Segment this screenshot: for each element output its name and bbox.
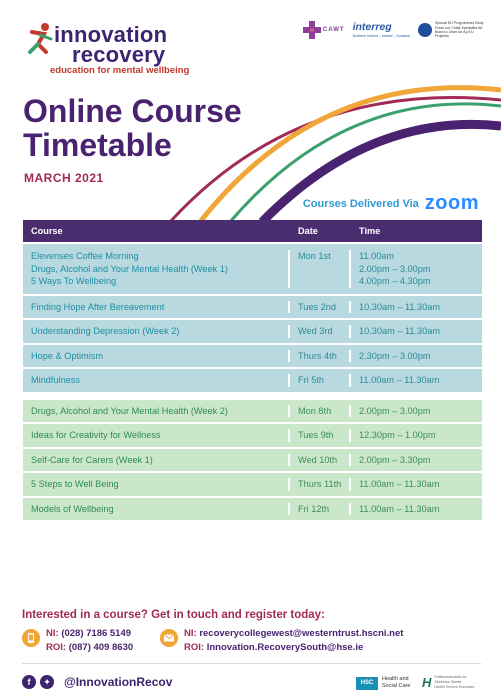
social-links: [22, 675, 172, 689]
hse-text-2: Health Service Executive: [434, 685, 475, 689]
cell-course: [23, 301, 290, 314]
cell-date: Tues 9th: [290, 429, 351, 442]
cell-date: Mon 1st: [290, 250, 351, 288]
cell-course: [23, 350, 290, 363]
phone-icon: [22, 629, 40, 647]
social-handle[interactable]: @InnovationRecov: [64, 675, 173, 689]
course-name: 5 Steps to Well Being: [31, 479, 119, 489]
course-time: 2.30pm – 3.00pm: [359, 350, 431, 361]
cell-date: Fri 5th: [290, 374, 351, 387]
brand-tagline: education for mental wellbeing: [50, 65, 190, 76]
course-time: 2.00pm – 3.00pm: [359, 263, 431, 274]
zoom-logo: zoom: [424, 192, 479, 214]
email-contact: [160, 627, 403, 655]
cell-course: [23, 250, 290, 288]
course-time: 2.00pm – 3.00pm: [359, 405, 431, 416]
table-row: [23, 471, 482, 496]
cell-date: Fri 12th: [290, 503, 351, 516]
seupb-logo: [418, 21, 487, 39]
eu-emblem-icon: [418, 23, 432, 37]
partner-logos: [303, 16, 487, 44]
facebook-icon[interactable]: f: [22, 675, 36, 689]
phone-ni-label: NI:: [46, 628, 59, 639]
delivery-info: [303, 192, 479, 215]
course-time: 10.30am – 11.30am: [359, 301, 441, 312]
cell-time: [351, 454, 482, 467]
course-time: 4.00pm – 4.30pm: [359, 276, 431, 286]
cawt-cross-icon: [303, 21, 321, 39]
hse-mark-icon: H: [422, 675, 432, 690]
cell-time: [351, 478, 482, 491]
hse-logo: [422, 675, 480, 690]
cell-time: [351, 350, 482, 363]
eu-line-3: Boord o Owre Ae Ap EU Projecks: [435, 30, 474, 39]
cell-course: [23, 503, 290, 516]
cell-date: Thurs 4th: [290, 350, 351, 363]
cell-time: [351, 325, 482, 338]
course-time: 11.00am – 11.30am: [359, 375, 440, 385]
table-row: [23, 294, 482, 319]
course-name: Ideas for Creativity for Wellness: [31, 430, 161, 440]
cell-time: [351, 405, 482, 418]
header-date: Date: [298, 226, 318, 236]
table-header: [23, 220, 482, 242]
cell-date: Tues 2nd: [290, 301, 351, 314]
cell-time: [351, 374, 482, 387]
email-ni[interactable]: recoverycollegewest@westerntrust.hscni.net: [199, 628, 404, 639]
cell-time: [351, 301, 482, 314]
email-icon: [160, 629, 178, 647]
table-row: [23, 447, 482, 472]
email-roi-label: ROI:: [184, 642, 205, 653]
table-row: [23, 343, 482, 368]
interreg-sub: Northern Ireland – Ireland – Scotland: [352, 33, 410, 38]
phone-ni[interactable]: (028) 7186 5149: [61, 628, 132, 639]
cell-course: [23, 454, 290, 467]
course-time: 2.00pm – 3.30pm: [359, 454, 431, 465]
title-line-1: Online Course: [23, 93, 242, 129]
table-row: [23, 422, 482, 447]
eu-line-1: Special EU Programmes Body: [435, 21, 484, 26]
brand-logo: [24, 20, 254, 80]
cell-date: Wed 10th: [290, 454, 351, 467]
brand-name-line1: innovation: [54, 22, 168, 47]
cawt-label: CAWT: [322, 27, 345, 33]
footer-divider: [22, 663, 481, 664]
register-cta: Interested in a course? Get in touch and register today:: [22, 609, 325, 621]
running-figure-icon: [24, 22, 54, 56]
table-row: [23, 367, 482, 392]
timetable-table: [23, 220, 482, 520]
course-name: 5 Ways To Wellbeing: [31, 276, 117, 286]
phone-contact: [22, 627, 133, 655]
table-row: [23, 318, 482, 343]
cell-time: [351, 250, 482, 288]
table-row: [23, 398, 482, 423]
cell-time: [351, 503, 482, 516]
delivery-label: Courses Delivered Via: [302, 197, 419, 210]
week-1-rows: [23, 242, 482, 392]
twitter-icon[interactable]: ✦: [40, 675, 54, 689]
course-time: 11.00am – 11.30am: [359, 503, 440, 514]
hsc-logo: [356, 676, 410, 690]
course-time: 11.00am – 11.30am: [359, 479, 440, 489]
course-name: Self-Care for Carers (Week 1): [31, 454, 153, 465]
cell-time: [351, 429, 482, 442]
cawt-logo: [303, 21, 345, 39]
cell-course: [23, 325, 290, 338]
course-name: Understanding Depression (Week 2): [31, 326, 180, 336]
hsc-text-2: Social Care: [382, 683, 411, 689]
phone-roi-label: ROI:: [46, 642, 67, 653]
course-name: Hope & Optimism: [31, 350, 103, 361]
course-name: Mindfulness: [31, 375, 81, 385]
cell-date: Thurs 11th: [290, 478, 351, 491]
header-time: Time: [359, 226, 381, 236]
hsc-box: HSC: [356, 677, 378, 690]
page-title: [23, 94, 242, 162]
course-time: 11.00am: [359, 251, 395, 261]
interreg-logo: [353, 22, 410, 38]
cell-course: [23, 429, 290, 442]
table-row: [23, 496, 482, 521]
month-label: MARCH 2021: [24, 171, 104, 185]
title-line-2: Timetable: [23, 127, 172, 163]
interreg-label: interreg: [352, 21, 392, 33]
phone-roi[interactable]: (087) 409 8630: [68, 642, 134, 653]
week-2-rows: [23, 398, 482, 521]
course-name: Elevenses Coffee Morning: [31, 251, 139, 261]
cell-course: [23, 374, 290, 387]
hse-text-1: Feidhmeannacht na Seirbhíse Sláinte: [434, 675, 467, 684]
course-name: Finding Hope After Bereavement: [31, 301, 165, 312]
course-name: Models of Wellbeing: [31, 503, 114, 514]
email-roi[interactable]: Innovation.RecoverySouth@hse.ie: [206, 642, 364, 653]
cell-course: [23, 478, 290, 491]
email-ni-label: NI:: [184, 628, 197, 639]
course-name: Drugs, Alcohol and Your Mental Health (Week 1): [31, 263, 228, 274]
hsc-text-1: Health and: [382, 676, 409, 682]
brand-name-line2: recovery: [72, 42, 166, 67]
course-time: 12.30pm – 1.00pm: [359, 430, 436, 440]
cell-date: Mon 8th: [290, 405, 351, 418]
table-row: [23, 242, 482, 294]
cell-course: [23, 405, 290, 418]
course-name: Drugs, Alcohol and Your Mental Health (Week 2): [31, 405, 228, 416]
eu-line-2: Foras um Chláir Speisialta AE: [435, 25, 483, 30]
cell-date: Wed 3rd: [290, 325, 351, 338]
course-time: 10.30am – 11.30am: [359, 326, 441, 336]
header-course: Course: [31, 226, 63, 236]
